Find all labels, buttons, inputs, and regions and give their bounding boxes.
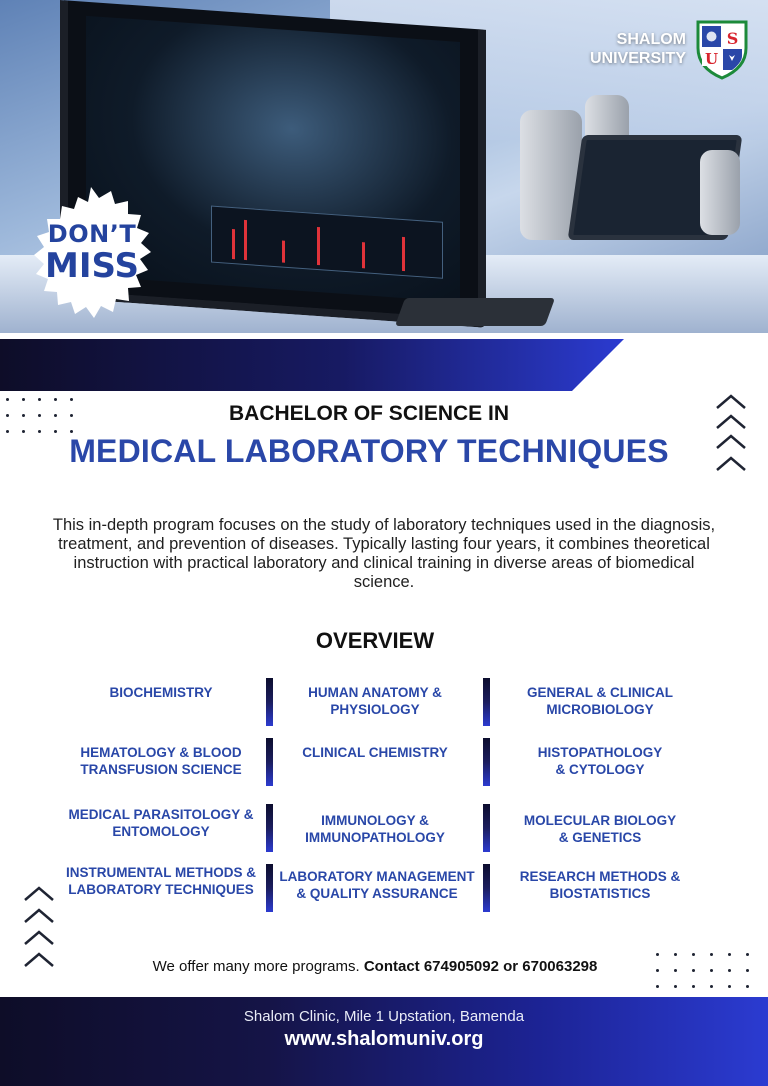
column-divider (483, 804, 490, 852)
subject-item (496, 744, 704, 778)
column-divider (483, 864, 490, 912)
subject-item (496, 868, 704, 902)
overview-title: OVERVIEW (315, 628, 435, 653)
subject-item (496, 684, 704, 718)
badge-line1: DON’T (47, 220, 137, 248)
program-subtitle: BACHELOR OF SCIENCE IN (228, 402, 509, 425)
university-name-line1: SHALOM (616, 31, 686, 48)
subject-label: RESEARCH METHODS & BIOSTATISTICS (519, 869, 681, 901)
header-band (0, 339, 768, 391)
subject-label: MEDICAL PARASITOLOGY & ENTOMOLOGY (68, 807, 254, 839)
dont-miss-badge (18, 178, 166, 328)
university-name-line2: UNIVERSITY (589, 50, 686, 67)
subject-label: HEMATOLOGY & BLOOD TRANSFUSION SCIENCE (80, 745, 242, 777)
badge-text (18, 178, 166, 328)
subject-label: IMMUNOLOGY & IMMUNOPATHOLOGY (305, 813, 445, 845)
contact-phone[interactable]: Contact 674905092 or 670063298 (363, 958, 598, 975)
subject-label: CLINICAL CHEMISTRY (302, 745, 448, 760)
microscope (700, 150, 740, 235)
contact-line (0, 958, 750, 975)
university-brand (590, 18, 750, 80)
badge-line2: MISS (45, 246, 139, 286)
hero-image (0, 0, 768, 333)
subject-label: MOLECULAR BIOLOGY & GENETICS (523, 813, 677, 845)
subject-item (48, 744, 274, 778)
svg-text:S: S (726, 29, 739, 48)
subject-label: INSTRUMENTAL METHODS & LABORATORY TECHNIQUES (66, 865, 256, 897)
footer-address: Shalom Clinic, Mile 1 Upstation, Bamenda (243, 1008, 525, 1025)
subject-item (270, 744, 480, 761)
subject-item (48, 864, 274, 898)
subject-item (48, 806, 274, 840)
column-divider (483, 738, 490, 786)
contact-text: We offer many more programs. (152, 958, 364, 975)
keyboard (395, 298, 555, 326)
subject-item (496, 812, 704, 846)
subject-label: LABORATORY MANAGEMENT & QUALITY ASSURANCE (279, 869, 475, 901)
subject-item (270, 812, 480, 846)
subject-item (270, 868, 484, 902)
subject-label: GENERAL & CLINICAL MICROBIOLOGY (526, 685, 673, 717)
subject-label: HISTOPATHOLOGY & CYTOLOGY (537, 745, 663, 777)
program-description: This in-depth program focuses on the study of laboratory techniques used in the diagnosis, treatment, and prevention of diseases. Typically lasting four years, it combines theoretical instruction with practical laboratory and clinical training in diverse areas of biomedical science. (52, 516, 716, 591)
svg-text:U: U (704, 50, 719, 68)
monitor-graph (211, 206, 443, 279)
column-divider (483, 678, 490, 726)
footer-website-link[interactable]: www.shalomuniv.org (284, 1028, 484, 1050)
university-crest-icon (694, 18, 750, 80)
subject-item (270, 684, 480, 718)
subject-item (48, 684, 274, 701)
university-name (590, 30, 686, 68)
subject-label: HUMAN ANATOMY & PHYSIOLOGY (308, 685, 442, 717)
program-title: MEDICAL LABORATORY TECHNIQUES (69, 433, 669, 469)
subject-label: BIOCHEMISTRY (109, 685, 213, 700)
